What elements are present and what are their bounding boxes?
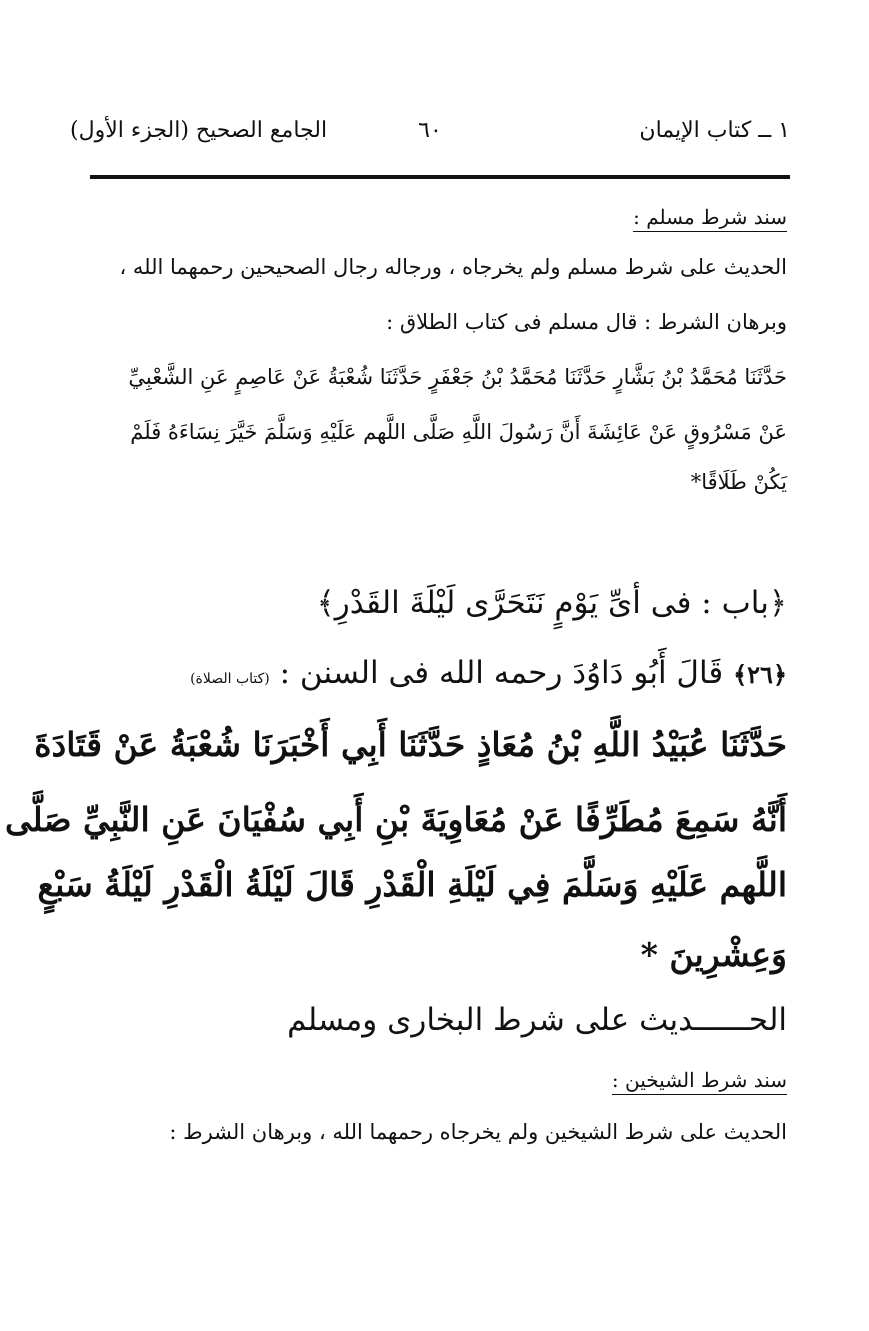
hadith26-intro: قَالَ أَبُو دَاوُدَ رحمه الله فى السنن : bbox=[279, 655, 724, 691]
hadith26-line-3: اللَّهم عَلَيْهِ وَسَلَّمَ فِي لَيْلَةِ الْقَدْرِ قَالَ لَيْلَةُ الْقَدْرِ لَيْلَةُ سَبْعٍ bbox=[37, 865, 787, 904]
hadith26-line-2: أَنَّهُ سَمِعَ مُطَرِّفًا عَنْ مُعَاوِيَةَ بْنِ أَبِي سُفْيَانَ عَنِ النَّبِيِّ صَلَّى bbox=[5, 800, 787, 839]
header-chapter: ١ ــ كتاب الإيمان bbox=[639, 118, 790, 143]
hadith-number: ﴿٢٦﴾ bbox=[733, 660, 787, 689]
section1-heading-row bbox=[67, 205, 787, 232]
hadith26-line-4: وَعِشْرِينَ * bbox=[640, 935, 787, 974]
section1-line2: وبرهان الشرط : قال مسلم فى كتاب الطلاق : bbox=[386, 310, 787, 334]
chapter-title: ﴿باب : فى أىِّ يَوْمٍ نَتَحَرَّى لَيْلَةَ القَدْرِ﴾ bbox=[316, 585, 787, 621]
hadith26-verdict: الحــــــديث على شرط البخارى ومسلم bbox=[287, 1002, 787, 1038]
header-page-number: ٦٠ bbox=[418, 118, 442, 143]
header-rule bbox=[90, 175, 790, 179]
section1-hadith-line-3: يَكُنْ طَلَاقًا* bbox=[690, 470, 787, 494]
hadith26-line-1: حَدَّثَنَا عُبَيْدُ اللَّهِ بْنُ مُعَاذٍ حَدَّثَنَا أَبِي أَخْبَرَنَا شُعْبَةُ عَنْ قَتَادَةَ bbox=[34, 725, 787, 764]
section2-line1: الحديث على شرط الشيخين ولم يخرجاه رحمهما الله ، وبرهان الشرط : bbox=[169, 1120, 787, 1144]
hadith26-source-note: (كتاب الصلاة) bbox=[190, 671, 270, 687]
section1-hadith-line-1: حَدَّثَنَا مُحَمَّدُ بْنُ بَشَّارٍ حَدَّثَنَا مُحَمَّدُ بْنُ جَعْفَرٍ حَدَّثَنَا شُعْبَةُ عَنْ عَاصِمٍ عَنِ الشَّعْبِيِّ bbox=[128, 365, 787, 389]
section1-line1: الحديث على شرط مسلم ولم يخرجاه ، ورجاله رجال الصحيحين رحمهما الله ، bbox=[119, 255, 787, 279]
section1-hadith-line-2: عَنْ مَسْرُوقٍ عَنْ عَائِشَةَ أَنَّ رَسُولَ اللَّهِ صَلَّى اللَّهم عَلَيْهِ وَسَلَّمَ خَيَّرَ نِسَاءَهُ فَلَمْ bbox=[130, 420, 787, 444]
page-header bbox=[70, 118, 790, 158]
section1-heading: سند شرط مسلم : bbox=[633, 205, 787, 232]
hadith26-intro-row bbox=[67, 655, 787, 691]
section2-heading: سند شرط الشيخين : bbox=[612, 1068, 787, 1095]
header-book-title: الجامع الصحيح (الجزء الأول) bbox=[70, 118, 328, 143]
section2-heading-row bbox=[67, 1068, 787, 1095]
